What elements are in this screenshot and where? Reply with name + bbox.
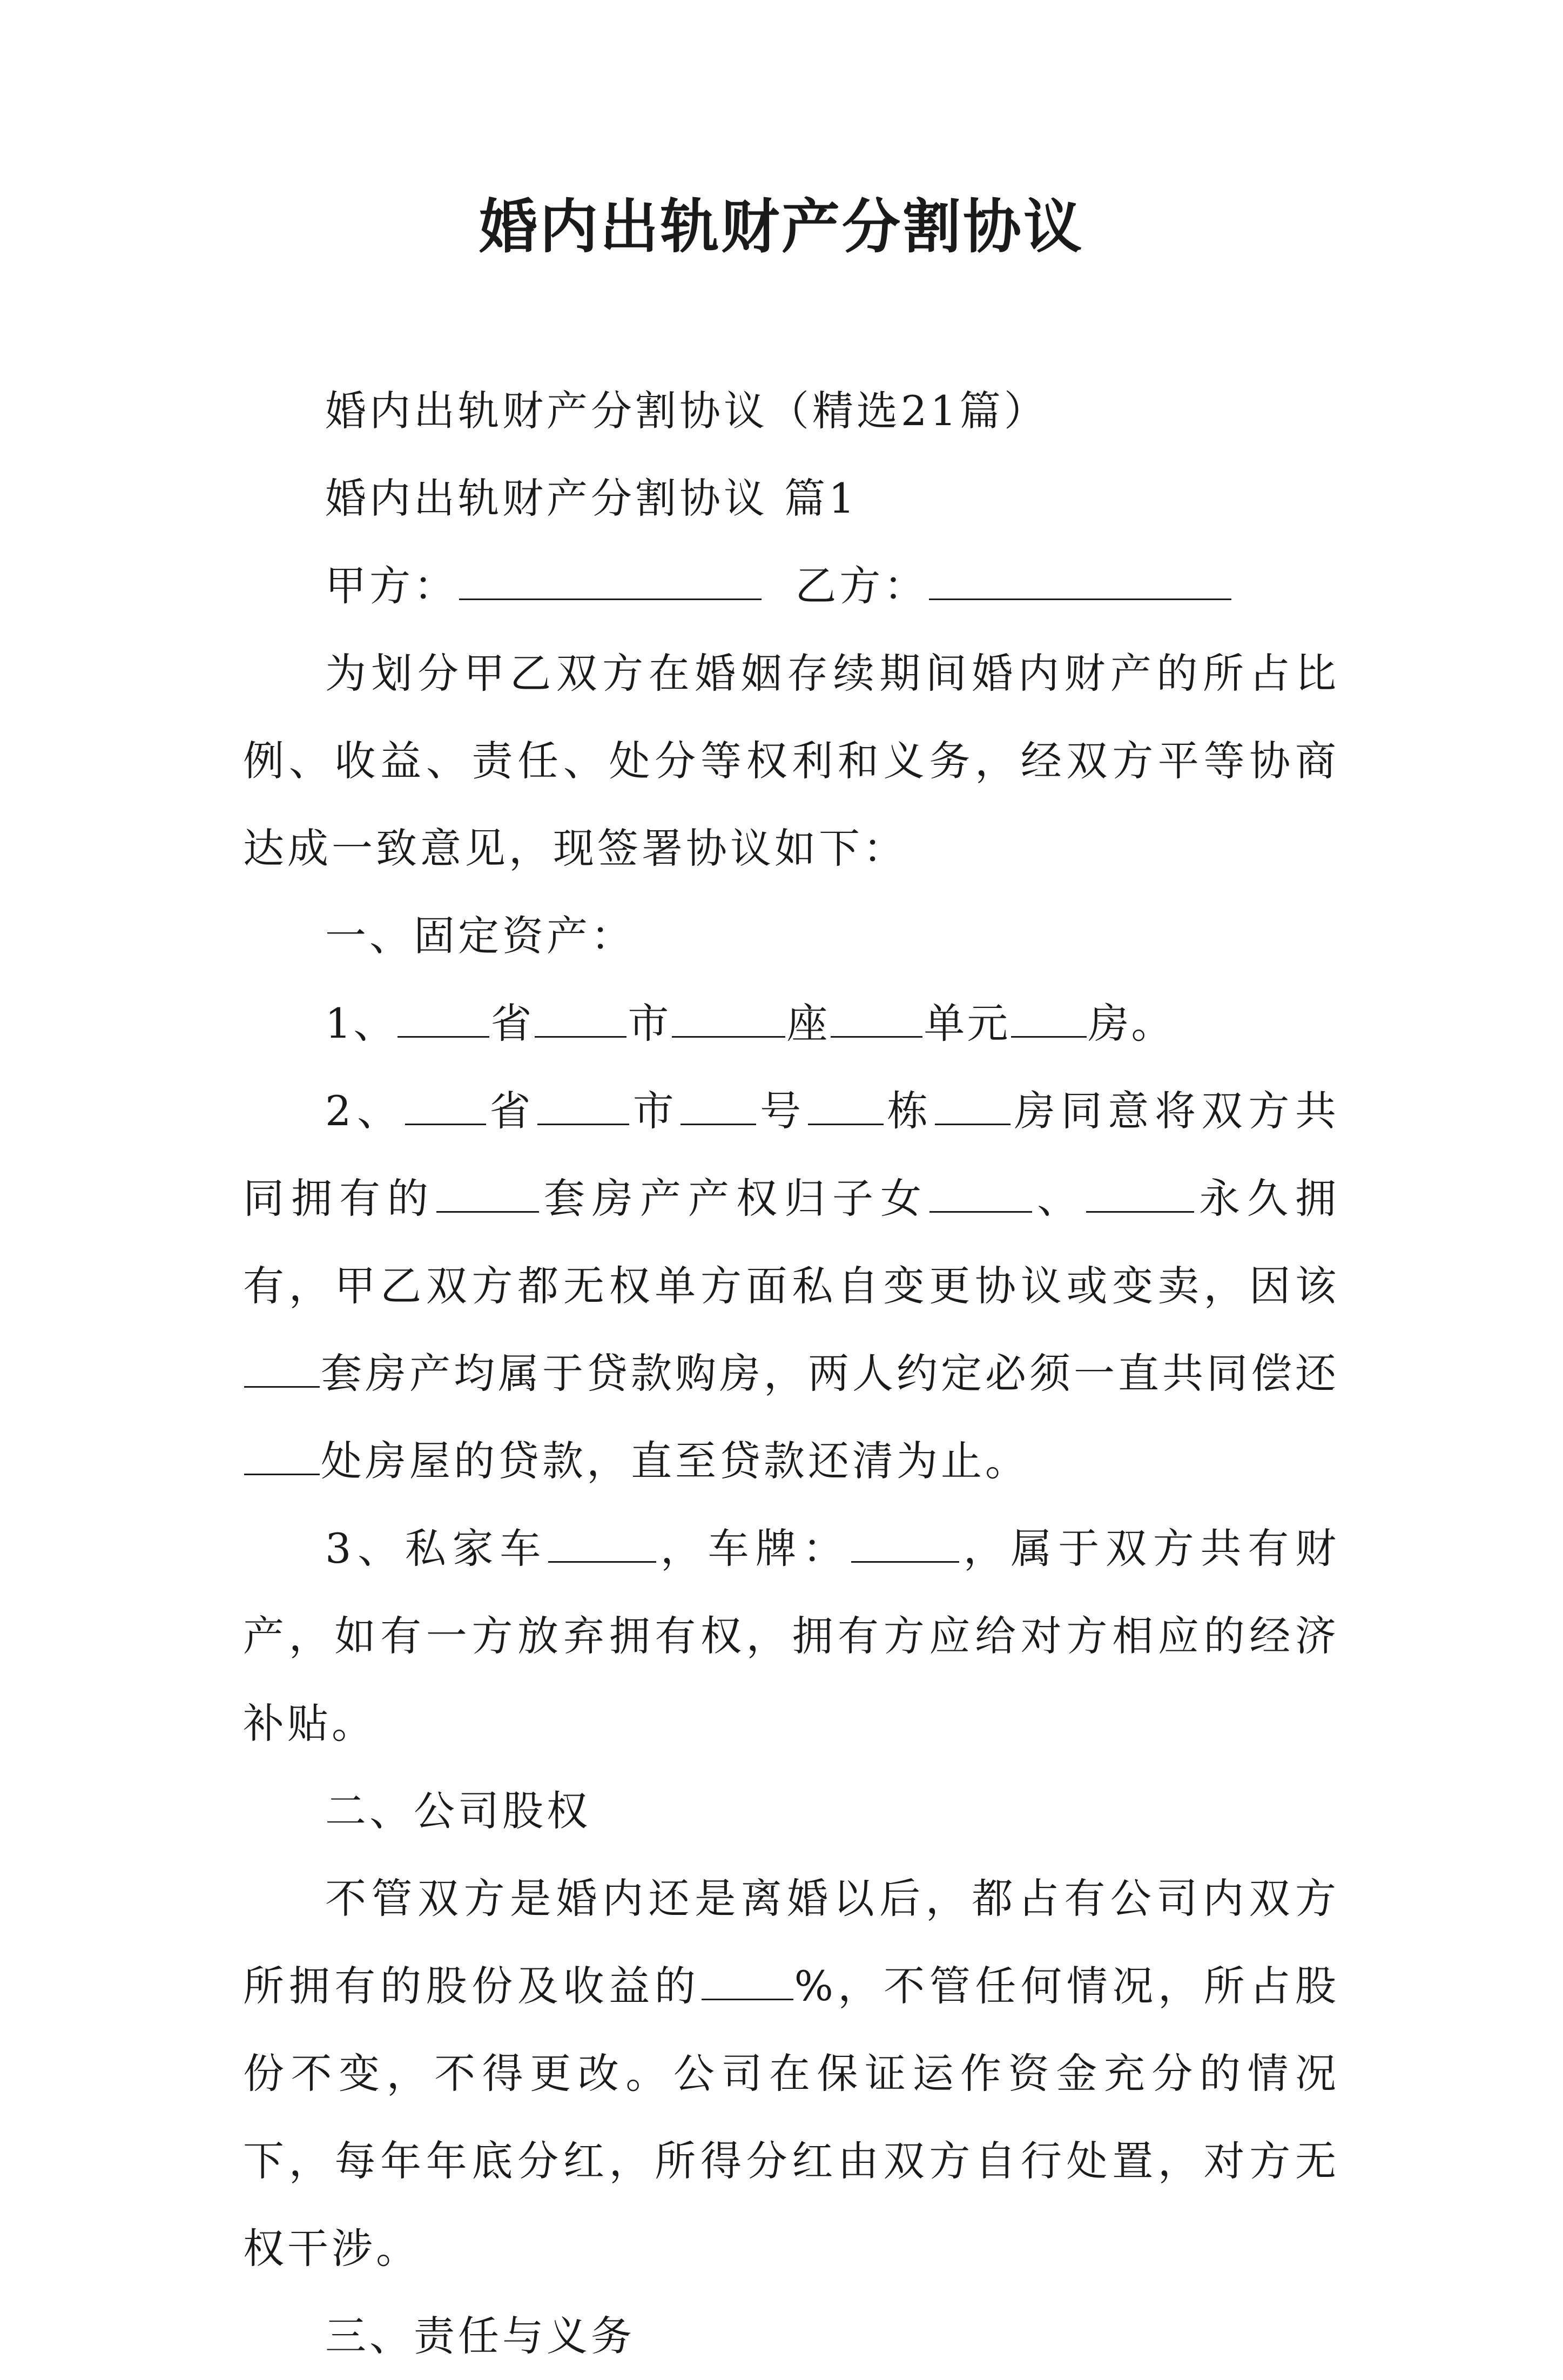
item-1-city: 市 <box>628 999 671 1047</box>
item-2-text-a: 房同意将双方共同拥有的 <box>243 1087 1340 1222</box>
item-1-room: 房。 <box>1088 999 1175 1047</box>
blank <box>537 1087 629 1125</box>
section-heading: 婚内出轨财产分割协议 篇1 <box>325 474 858 522</box>
blank <box>702 1962 793 2000</box>
equity-text-a: 不管双方是婚内还是离婚以后，都占有公司内双方所拥有的股份及收益的 <box>243 1874 1339 2010</box>
equity-text-b: %，不管任何情况，所占股份不变，不得更改。公司在保证运作资金充分的情况下，每年年底分红，所得分红由双方自行处置，对方无权干涉。 <box>243 1962 1339 2273</box>
item-2-prefix: 2、 <box>325 1087 404 1135</box>
intro-paragraph: 为划分甲乙双方在婚姻存续期间婚内财产的所占比例、收益、责任、处分等权利和义务，经双方平等协商达成一致意见，现签署协议如下： <box>243 649 1339 872</box>
subtitle: 婚内出轨财产分割协议（精选21篇） <box>325 387 1048 435</box>
item-1-province: 省 <box>490 999 534 1047</box>
equity-paragraph <box>243 1855 1339 2292</box>
item-2-text-b: 套房产产权归子女 <box>540 1174 928 1222</box>
item-2-province: 省 <box>487 1087 537 1135</box>
item-2-text-c: 永久拥有，甲乙双方都无权单方面私自变更协议或变卖，因该 <box>243 1174 1339 1310</box>
blank <box>681 1087 756 1125</box>
blank <box>1011 999 1087 1038</box>
heading-fixed-assets: 一、固定资产： <box>325 912 635 960</box>
heading-equity: 二、公司股权 <box>325 1787 591 1835</box>
item-2-building: 栋 <box>884 1087 934 1135</box>
blank <box>1086 1174 1194 1213</box>
item-1-block: 座 <box>786 999 830 1047</box>
blank <box>851 1524 959 1563</box>
item-2-text-e: 处房屋的贷款，直至贷款还清为止。 <box>321 1437 1029 1485</box>
blank <box>405 1087 486 1125</box>
blank <box>244 1437 320 1475</box>
blank <box>398 999 489 1038</box>
blank <box>672 999 785 1038</box>
blank <box>935 1087 1010 1125</box>
party-a-blank <box>459 562 762 600</box>
item-1-unit: 单元 <box>924 999 1010 1047</box>
blank <box>436 1174 539 1213</box>
item-2-paragraph <box>243 1067 1339 1505</box>
parties-line <box>243 542 1339 630</box>
item-3-plate: ，车牌： <box>657 1524 850 1572</box>
blank <box>929 1174 1032 1213</box>
document-body <box>243 367 1339 2380</box>
blank <box>808 1087 884 1125</box>
blank <box>831 999 922 1038</box>
item-3-text: ，属于双方共有财产，如有一方放弃拥有权，拥有方应给对方相应的经济补贴。 <box>243 1524 1340 1747</box>
heading-duties: 三、责任与义务 <box>325 2312 635 2360</box>
item-2-city: 市 <box>630 1087 680 1135</box>
document-title: 婚内出轨财产分割协议 <box>479 193 1084 261</box>
party-b-blank <box>929 562 1231 600</box>
item-2-text-d: 套房产均属于贷款购房，两人约定必须一直共同偿还 <box>321 1349 1339 1397</box>
item-3-paragraph <box>243 1505 1339 1767</box>
item-1-paragraph <box>243 980 1339 1067</box>
item-2-sep: 、 <box>1033 1174 1085 1222</box>
item-1-prefix: 1、 <box>325 999 397 1047</box>
blank <box>535 999 626 1038</box>
party-a-label: 甲方： <box>325 562 458 610</box>
blank <box>548 1524 656 1563</box>
item-2-number: 号 <box>757 1087 807 1135</box>
party-b-label: 乙方： <box>795 562 928 610</box>
blank <box>244 1349 320 1388</box>
item-3-prefix: 3、私家车 <box>325 1524 548 1572</box>
